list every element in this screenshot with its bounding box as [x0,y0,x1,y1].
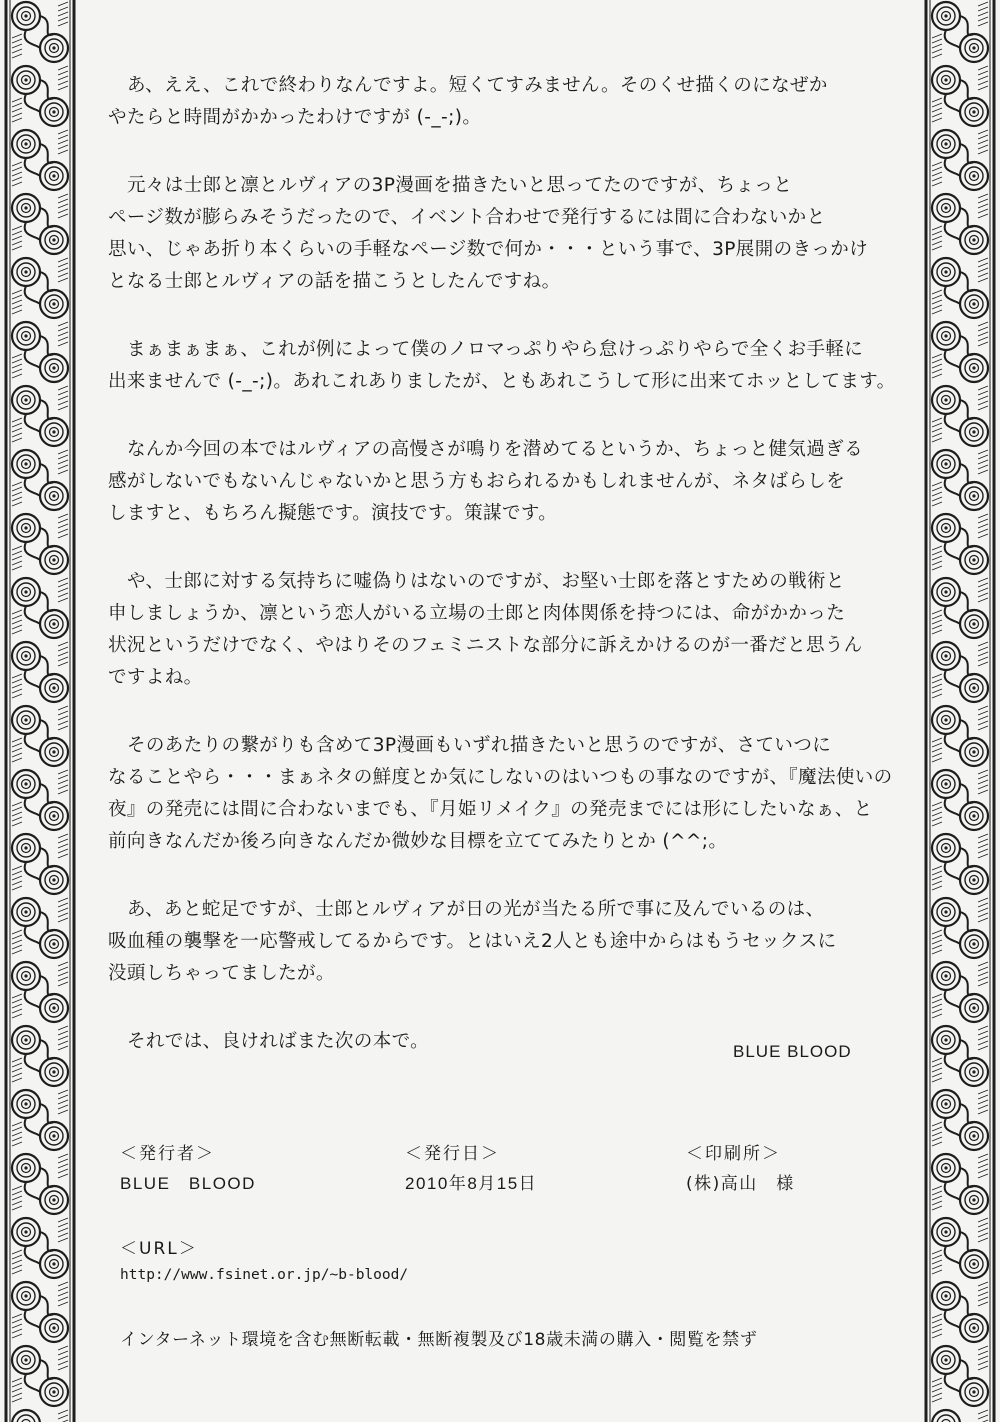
paragraph-line: しますと、もちろん擬態です。演技です。策謀です。 [108,503,558,524]
paragraph [108,334,898,398]
paragraph [108,730,898,858]
paragraph-line: やたらと時間がかかったわけですが (-_-;)。 [108,107,482,128]
paragraph-line: 前向きなんだか後ろ向きなんだか微妙な目標を立ててみたりとか (^^;。 [108,831,728,852]
paragraph-line: ページ数が膨らみそうだったので、イベント合わせで発行するには間に合わないかと [108,207,826,228]
paragraph-line: それでは、良ければまた次の本で。 [127,1031,430,1052]
url-label: ＜URL＞ [120,1239,198,1259]
paragraph-line: なんか今回の本ではルヴィアの高慢さが鳴りを潜めてるというか、ちょっと健気過ぎる [127,439,863,460]
publisher-label: ＜発行者＞ [120,1144,215,1164]
colophon-publisher [120,1140,256,1200]
paragraph-line: 夜』の発売には間に合わないまでも、『月姫リメイク』の発売までには形にしたいなぁ、と [108,799,873,820]
paragraph-line: 吸血種の襲撃を一応警戒してるからです。とはいえ2人とも途中からはもうセックスに [108,931,837,952]
scroll-border-icon [0,0,80,1422]
paragraph [108,566,898,694]
paragraph-line: そのあたりの繋がりも含めて3P漫画もいずれ描きたいと思うのですが、さていつに [127,735,832,756]
signature: BLUE BLOOD [733,1042,852,1061]
paragraph-line: なることやら・・・まぁネタの鮮度とか気にしないのはいつもの事なのですが、『魔法使いの [108,767,893,788]
paragraph-line: 出来ませんで (-_-;)。あれこれありましたが、ともあれこうして形に出来てホッとしてます。 [108,371,896,392]
paragraph-line: 思い、じゃあ折り本くらいの手軽なページ数で何か・・・という事で、3P展開のきっかけ [108,239,869,260]
paragraph [108,894,898,990]
date-label: ＜発行日＞ [405,1144,500,1164]
printer-label: ＜印刷所＞ [686,1144,781,1164]
paragraph [108,70,898,134]
colophon-printer [686,1140,795,1200]
ornamental-border-left [0,0,80,1422]
publisher-value: BLUE BLOOD [120,1174,256,1193]
paragraph-line: まぁまぁまぁ、これが例によって僕のノロマっぷりやら怠けっぷりやらで全くお手軽に [127,339,864,360]
paragraph-line: 没頭しちゃってましたが。 [108,963,335,984]
paragraph [108,170,898,298]
printer-value: (株)高山 様 [686,1174,795,1194]
paragraph-line: となる士郎とルヴィアの話を描こうとしたんですね。 [108,271,561,292]
paragraph-line: 元々は士郎と凛とルヴィアの3P漫画を描きたいと思ってたのですが、ちょっと [127,175,793,196]
paragraph-line: あ、あと蛇足ですが、士郎とルヴィアが日の光が当たる所で事に及んでいるのは、 [127,899,825,920]
ornamental-border-right [920,0,1000,1422]
afterword-body [108,70,898,1094]
paragraph-line: 状況というだけでなく、やはりそのフェミニストな部分に訴えかけるのが一番だと思うん [108,635,863,656]
paragraph-line: ですよね。 [108,667,203,688]
date-value: 2010年8月15日 [405,1174,538,1193]
url-link[interactable]: http://www.fsinet.or.jp/~b-blood/ [120,1267,409,1283]
colophon-date [405,1140,537,1200]
paragraph [108,434,898,530]
paragraph-line: あ、ええ、これで終わりなんですよ。短くてすみません。そのくせ描くのになぜか [127,75,828,96]
paragraph-line: 感がしないでもないんじゃないかと思う方もおられるかもしれませんが、ネタばらしを [108,471,846,492]
scroll-border-icon [920,0,1000,1422]
paragraph-line: 申しましょうか、凛という恋人がいる立場の士郎と肉体関係を持つには、命がかかった [108,603,846,624]
copyright-notice: インターネット環境を含む無断転載・無断複製及び18歳未満の購入・閲覧を禁ず [120,1330,758,1350]
paragraph-line: や、士郎に対する気持ちに嘘偽りはないのですが、お堅い士郎を落とすための戦術と [127,571,845,592]
